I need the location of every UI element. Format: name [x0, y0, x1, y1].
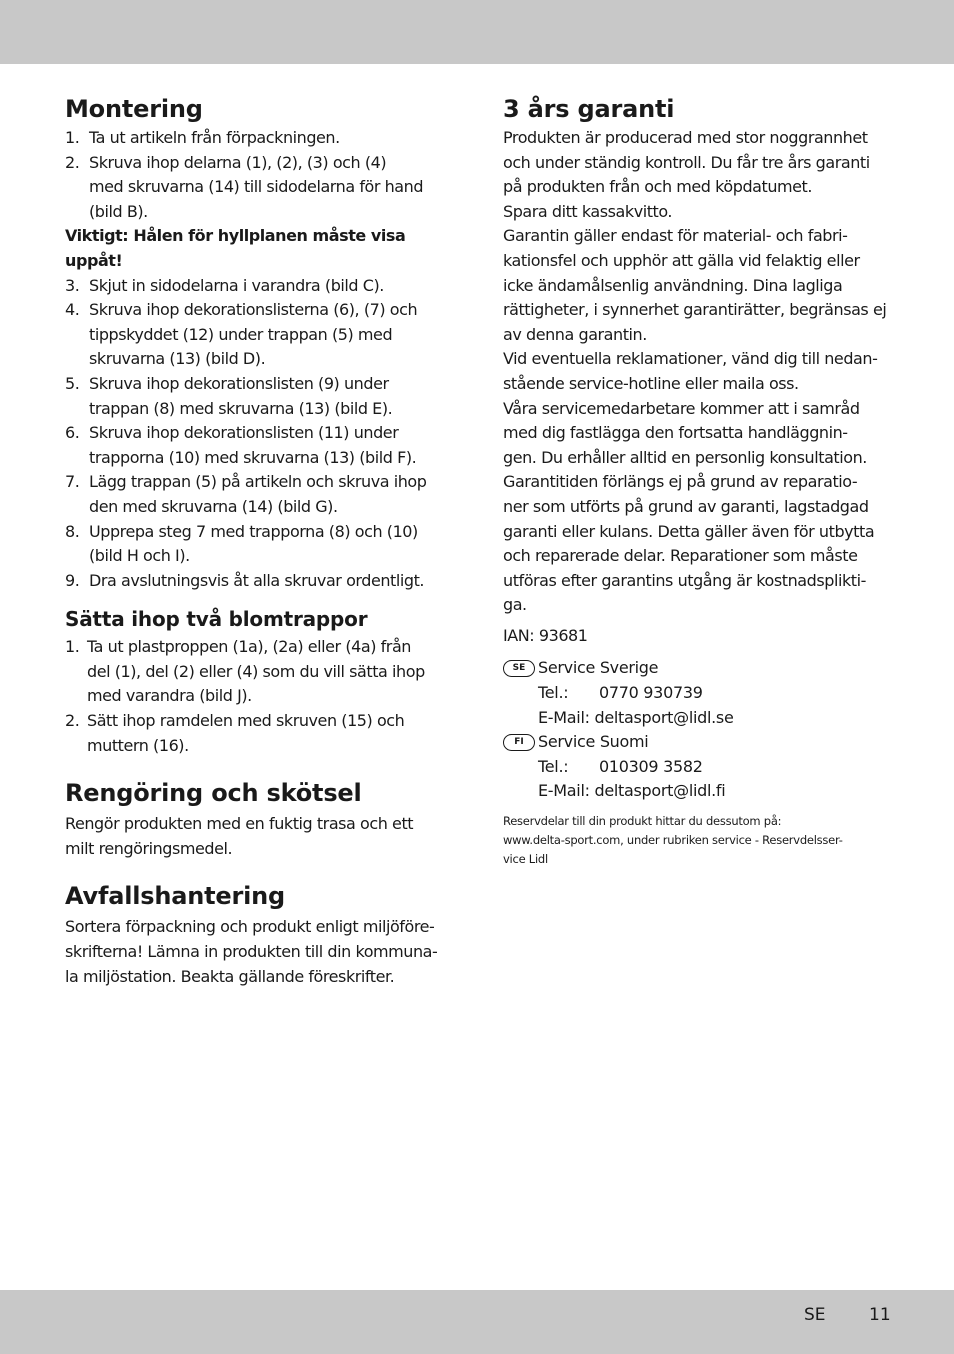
list-item: 1. Ta ut artikeln från förpackningen. [65, 128, 340, 147]
list-item: 3. Skjut in sidodelarna i varandra (bild C). [65, 275, 384, 295]
list-item: 7. Lägg trappan (5) på artikeln och skruva ihop den med skruvarna (14) (bild G). [65, 472, 427, 516]
two-stairs-steps [65, 635, 460, 758]
email-link[interactable]: deltasport@lidl.fi [594, 781, 726, 801]
heading-warranty: 3 års garanti [503, 95, 675, 123]
service-contacts [503, 656, 898, 804]
list-item: 2. Skruva ihop delarna (1), (2), (3) och (4) med skruvarna (14) till sidodelarna för hand (bild B). [65, 152, 424, 221]
service-finland-tel: Tel.: 010309 3582 [538, 756, 703, 776]
right-column [503, 92, 898, 869]
list-item: 5. Skruva ihop dekorationslisten (9) under trappan (8) med skruvarna (13) (bild E). [65, 373, 393, 418]
spare-parts-note: Reservdelar till din produkt hittar du dessutom på: www.delta-sport.com, under rubriken service - Reservdelsser- vice Lidl [503, 814, 843, 867]
left-column [65, 92, 460, 989]
service-sweden-tel: Tel.: 0770 930739 [538, 683, 703, 703]
list-item: 2. Sätt ihop ramdelen med skruven (15) och muttern (16). [65, 711, 405, 755]
country-badge-fi: FI [503, 734, 535, 751]
country-badge-se: SE [503, 660, 535, 677]
list-item: 9. Dra avslutningsvis åt alla skruvar ordentligt. [65, 570, 425, 590]
montering-steps-b [65, 274, 460, 594]
service-sweden-mail: E-Mail: deltasport@lidl.se [538, 707, 734, 727]
cleaning-text: Rengör produkten med en fuktig trasa och ett milt rengöringsmedel. [65, 814, 414, 858]
list-item: 8. Upprepa steg 7 med trapporna (8) och (10) (bild H och I). [65, 521, 418, 566]
service-sweden-name: SE Service Sverige [503, 656, 898, 681]
montering-steps-a [65, 126, 460, 224]
warning-note: Viktigt: Hålen för hyllplanen måste visa uppåt! [65, 226, 406, 270]
ian-number: IAN: 93681 [503, 625, 588, 645]
service-finland-name: FI Service Suomi [503, 730, 898, 755]
list-item: 1. Ta ut plastproppen (1a), (2a) eller (4a) från del (1), del (2) eller (4) som du vill sätta ihop med varandra (bild J). [65, 637, 425, 706]
service-finland-mail: E-Mail: deltasport@lidl.fi [538, 781, 726, 801]
warranty-text: Produkten är producerad med stor noggrannhet och under ständig kontroll. Du får tre års garanti på produkten från och med köpdatumet. Spara ditt kassakvitto. Garantin gäller endast för material- och fabri- kationsfel och upphör att gälla vid felaktig eller icke ändamålsenlig användning. Dina lagliga rättigheter, i synnerhet garantirätter, begränsas ej av denna garantin. Vid eventuella reklamationer, vänd dig till nedan- stående service-hotline eller maila oss. Våra servicemedarbetare kommer att i samråd med dig fastlägga den fortsatta handläggnin- gen. Du erhåller alltid en personlig konsultation. Garantitiden förlängs ej på grund av reparatio- ner som utförts på grund av garanti, lagstadgad garanti eller kulans. Detta gäller även för utbytta och reparerade delar. Reparationer som måste utföras efter garantins utgång är kostnadsplikti- ga. [503, 128, 887, 615]
heading-two-stairs: Sätta ihop två blomtrappor [65, 607, 368, 632]
email-link[interactable]: deltasport@lidl.se [594, 707, 734, 727]
heading-montering: Montering [65, 95, 203, 123]
list-item: 4. Skruva ihop dekorationslisterna (6), (7) och tippskyddet (12) under trappan (5) med skruvarna (13) (bild D). [65, 300, 418, 369]
heading-disposal: Avfallshantering [65, 882, 285, 911]
list-item: 6. Skruva ihop dekorationslisten (11) under trapporna (10) med skruvarna (13) (bild F). [65, 423, 417, 467]
page-number: 11 [869, 1305, 891, 1325]
heading-cleaning: Rengöring och skötsel [65, 779, 362, 808]
disposal-text: Sortera förpackning och produkt enligt miljöföre- skrifterna! Lämna in produkten till din kommuna- la miljöstation. Beakta gällande föreskrifter. [65, 917, 438, 986]
header-bar [0, 0, 954, 64]
footer-language: SE [804, 1305, 826, 1325]
